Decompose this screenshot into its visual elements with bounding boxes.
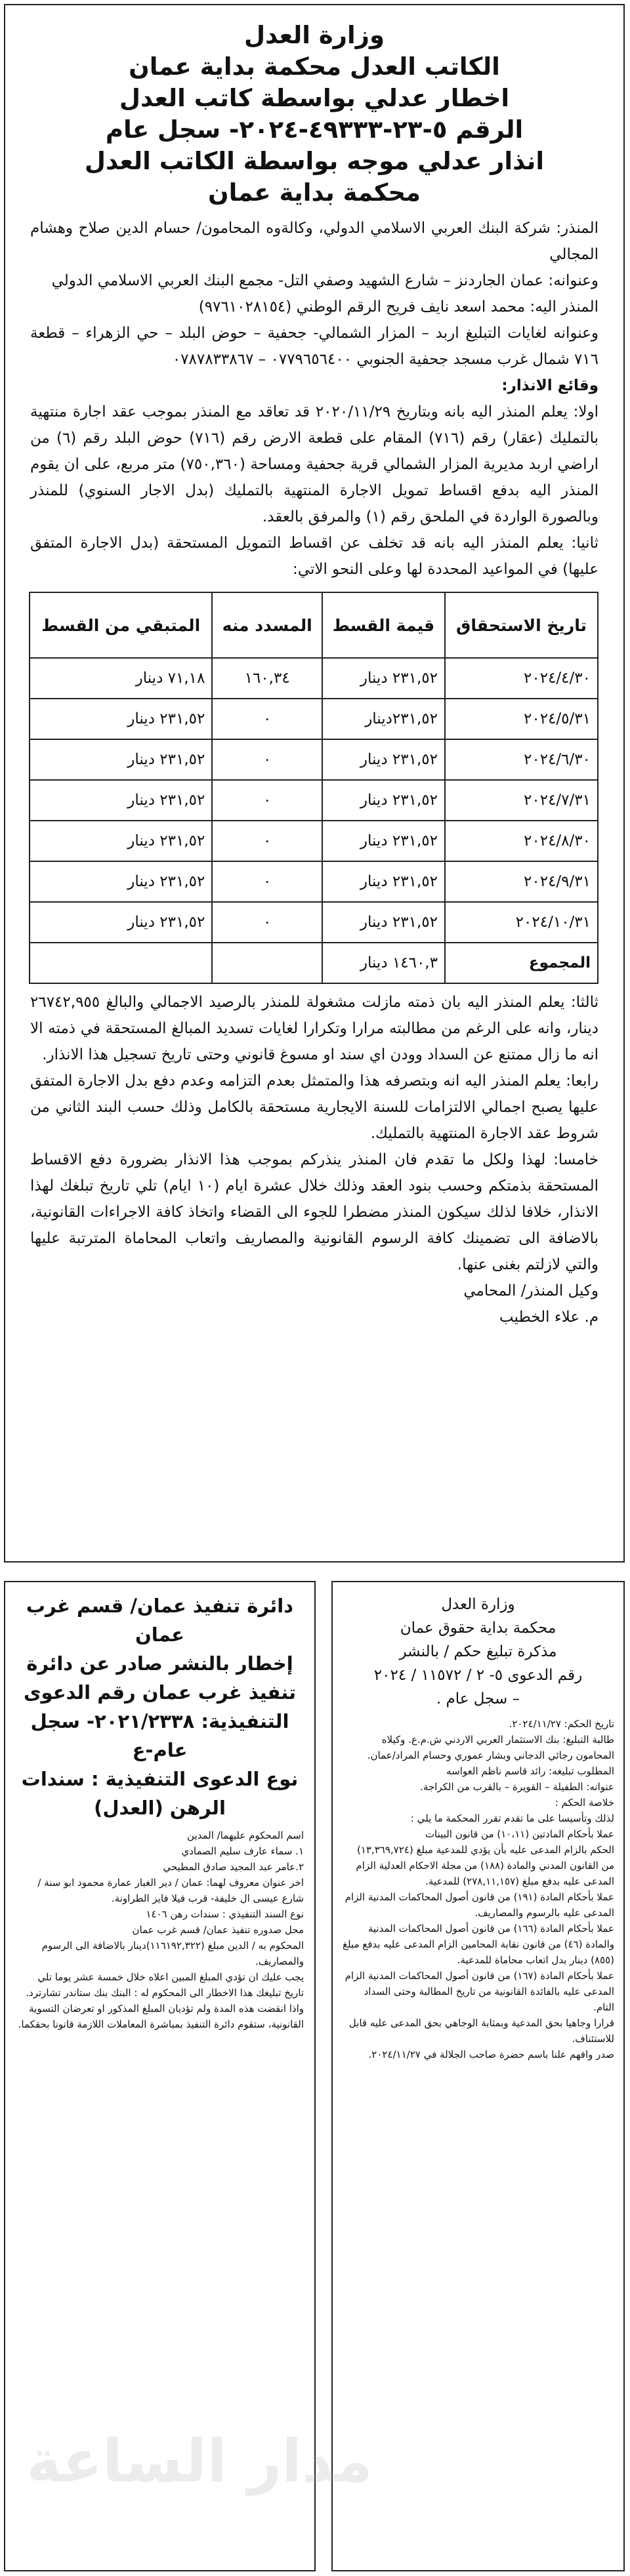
table-cell: ٢٣١,٥٢ دينار bbox=[30, 699, 212, 739]
body-line: تاريخ الحكم: ٢٠٢٤/١١/٢٧. bbox=[509, 1718, 614, 1730]
body-line: عملا بأحكام المادة (١٦٧) من قانون أصول المحاكمات المدنية الزام المدعى عليه بالفائدة القانونية من تاريخ المطالبة وحتى السداد التام. bbox=[345, 1970, 614, 2013]
notice1-third: ثالثا: يعلم المنذر اليه بان ذمته مازلت مشغولة للمنذر بالرصيد الاجمالي والبالغ ٢٦٧٤٢,٩٥٥ دينار، وانه على الرغم من مطالبته مرارا وتكرارا لغايات تسديد المبالغ المستحقة في ذمته الا انه ما زال ممتنع عن السداد وودن اي سند او مسوغ قانوني وحتى تاريخ تسجيل هذا الانذار. bbox=[30, 994, 598, 1063]
total-empty-1 bbox=[212, 943, 322, 983]
body-line: عنوانه: الطفيلة – القويرة – بالقرب من الكراجة. bbox=[420, 1781, 614, 1793]
notice1-title-3: اخطار عدلي بواسطة كاتب العدل bbox=[119, 84, 510, 112]
table-cell: ٢٣١,٥٢ دينار bbox=[322, 658, 445, 699]
body-line: خلاصة الحكم : bbox=[555, 1797, 614, 1809]
body-line: عملا بأحكام المادة (١٩١) من قانون أصول المحاكمات المدنية الزام المدعى عليه بالرسوم والمصاريف. bbox=[345, 1891, 614, 1919]
notice3-title-5: – سجل عام . bbox=[436, 1690, 520, 1707]
notice-judgment-service bbox=[331, 1581, 625, 2571]
body-line: لذلك وتأسيسا على ما تقدم تقرر المحكمة ما يلي : bbox=[410, 1812, 614, 1824]
table-cell: ٠ bbox=[212, 699, 322, 739]
table-cell: ٢٠٢٤/٨/٣٠ bbox=[445, 821, 598, 861]
table-cell: ٢٣١,٥٢دينار bbox=[322, 699, 445, 739]
table-cell: ٠ bbox=[212, 902, 322, 943]
table-row bbox=[30, 739, 598, 780]
body-line: يجب عليك ان تؤدي المبلغ المبين اعلاه خلال خمسة عشر يوما تلي تاريخ تبليغك هذا الاخطار الى المحكوم له : البنك بنك ستاندر تشارترد. bbox=[26, 1971, 304, 1999]
table-cell: ٢٠٢٤/٧/٣١ bbox=[445, 780, 598, 821]
table-row bbox=[30, 780, 598, 821]
table-cell: ٢٣١,٥٢ دينار bbox=[30, 821, 212, 861]
table-cell: ٢٠٢٤/٥/٣١ bbox=[445, 699, 598, 739]
body-line: اسم المحكوم عليهما/ المدين bbox=[187, 1830, 304, 1841]
table-cell: ٢٠٢٤/٩/٣١ bbox=[445, 861, 598, 902]
table-cell: ٢٣١,٥٢ دينار bbox=[30, 902, 212, 943]
body-line: قرارا وجاهيا بحق المدعية وبمثابة الوجاهي بحق المدعى عليه قابل للاستئناف. bbox=[348, 2017, 614, 2045]
notice1-signature-name: م. علاء الخطيب bbox=[499, 1309, 598, 1326]
body-line: صدر وافهم علنا باسم حضرة صاحب الجلالة في ٢٠٢٤/١١/٢٧. bbox=[368, 2049, 614, 2060]
table-row bbox=[30, 699, 598, 739]
body-line: المحكوم به / الدين مبلغ (١١٦١٩٢,٣٢٢)دينار بالاضافة الى الرسوم والمصاريف. bbox=[41, 1940, 304, 1967]
body-line: عملا بأحكام المادة (١٦٦) من قانون أصول المحاكمات المدنية والمادة (٤٦) من قانون نقابة المحامين الزام المدعى عليه بدفع مبلغ (٨٥٥) دينار بدل اتعاب محاماة للمدعية. bbox=[342, 1923, 614, 1966]
notice1-defendant: المنذر اليه: محمد اسعد نايف فريح الرقم الوطني (٩٧٦١٠٢٨١٥٤) bbox=[198, 298, 598, 316]
table-row bbox=[30, 902, 598, 943]
table-cell: ٢٣١,٥٢ دينار bbox=[322, 821, 445, 861]
notice-execution-warning bbox=[4, 4, 625, 1563]
total-empty-2 bbox=[30, 943, 212, 983]
body-line: ٢.عامر عبد المجيد صادق المطيحي bbox=[163, 1861, 304, 1873]
total-label: المجموع bbox=[445, 943, 598, 983]
body-line: نوع السند التنفيذي : سندات رهن ١٤٠٦ bbox=[146, 1908, 304, 1920]
table-row bbox=[30, 861, 598, 902]
body-line: اخر عنوان معروف لهما: عمان / دير الغبار عمارة محمود ابو سنة / شارع عيسى ال خليفة- قرب فيلا فايز الطراونة. bbox=[37, 1877, 304, 1904]
notice1-title-6: محكمة بداية عمان bbox=[208, 178, 421, 207]
body-line: محل صدوره تنفيذ عمان/ قسم غرب عمان bbox=[132, 1924, 304, 1936]
notice1-title-5: انذار عدلي موجه بواسطة الكاتب العدل bbox=[84, 147, 545, 175]
table-cell: ٢٣١,٥٢ دينار bbox=[322, 780, 445, 821]
body-line: الحكم بالزام المدعى عليه بأن يؤدي للمدعية مبلغ (١٣,٣٦٩,٧٢٤) من القانون المدني والمادة (١٨٨) من مجلة الاحكام العدلية الزام المدعى عليه بدفع مبلغ (٢٧٨,١١,١٥٧) للمدعية. bbox=[356, 1844, 614, 1887]
table-cell: ٠ bbox=[212, 821, 322, 861]
installments-table bbox=[29, 592, 598, 984]
notice1-signature-role: وكيل المنذر/ المحامي bbox=[463, 1282, 598, 1299]
col-installment-value: قيمة القسط bbox=[322, 592, 445, 658]
col-paid: المسدد منه bbox=[212, 592, 322, 658]
notice1-plaintiff: المنذر: شركة البنك العربي الاسلامي الدولي، وكالةوه المحامون/ حسام الدين صلاح وهشام المجالي bbox=[30, 220, 598, 263]
body-line: عملا بأحكام المادتين (١٠،١١) من قانون البينات bbox=[425, 1828, 614, 1840]
notice1-plaintiff-address: وعنوانه: عمان الجاردنز – شارع الشهيد وصفي التل- مجمع البنك العربي الاسلامي الدولي bbox=[51, 272, 598, 289]
body-line: واذا انقضت هذه المدة ولم تؤديان المبلغ المذكور او تعرضان التسوية القانونية، ستقوم دائرة التنفيذ بمباشرة المعاملات اللازمة قانونا بحقكما. bbox=[18, 2003, 304, 2030]
table-row bbox=[30, 821, 598, 861]
table-cell: ٢٣١,٥٢ دينار bbox=[322, 861, 445, 902]
watermark: مدار الساعة bbox=[26, 2427, 373, 2496]
col-due-date: تاريخ الاستحقاق bbox=[445, 592, 598, 658]
body-line: المطلوب تبليغه: رائد قاسم ناظم العواسه bbox=[446, 1765, 614, 1777]
table-cell: ٠ bbox=[212, 739, 322, 780]
table-cell: ٢٠٢٤/٦/٣٠ bbox=[445, 739, 598, 780]
notice2-title-4: نوع الدعوى التنفيذية : سندات الرهن (العدل) bbox=[21, 1768, 299, 1819]
notice3-body bbox=[342, 1716, 614, 2062]
body-line: طالبة التبليغ: بنك الاستثمار العربي الاردني ش.م.ع. وكيلاه المحامون رجائي الدجاني وبشار عموري وحسام المراد/عمان. bbox=[367, 1734, 614, 1761]
body-line: ١. سماء عارف سليم الصمادي bbox=[181, 1845, 304, 1857]
table-cell: ٢٣١,٥٢ دينار bbox=[322, 739, 445, 780]
notice3-title-4: رقم الدعوى ٥- ٢ / ١١٥٧٢ / ٢٠٢٤ bbox=[373, 1667, 583, 1684]
total-value: ١٤٦٠,٣ دينار bbox=[322, 943, 445, 983]
table-row bbox=[30, 658, 598, 699]
table-cell: ٠ bbox=[212, 861, 322, 902]
notice1-defendant-address: وعنوانه لغايات التبليغ اربد – المزار الشمالي- جحفية – حوض البلد – حي الزهراء – قطعة ٧١٦ شمال غرب مسجد جحفية الجنوبي ٠٧٧٩٦٥٦٤٠٠ – ٠٧٨٧٨٣٣٨٦٧ bbox=[30, 325, 598, 368]
notice1-facts-heading: وقائع الانذار: bbox=[501, 377, 598, 394]
notice2-title-1: دائرة تنفيذ عمان/ قسم غرب عمان bbox=[26, 1595, 294, 1646]
table-cell: ٢٠٢٤/٤/٣٠ bbox=[445, 658, 598, 699]
notice1-title-4: الرقم ٥-٢٣-٤٩٣٣٣-٢٠٢٤- سجل عام bbox=[105, 115, 524, 144]
notice1-fifth: خامسا: لهذا ولكل ما تقدم فان المنذر ينذركم بموجب هذا الانذار بضرورة دفع الاقساط المستحقة بذمتكم وحسب بنود العقد وذلك خلال عشرة ايام (١٠ ايام) تلي تاريخ تبلغك لهذا الانذار، خلافا لذلك سيكون المنذر مضطرا للجوء الى القضاء واتخاذ كافة الاجراءات القانونية، بالاضافة الى تضمينك كافة الرسوم القانونية والمصاريف واتعاب المحاماة المترتبة عليها والتي لازلتم بغنى عنها. bbox=[30, 1151, 598, 1273]
table-cell: ١٦٠,٣٤ bbox=[212, 658, 322, 699]
notice3-title-3: مذكرة تبليغ حكم / بالنشر bbox=[399, 1643, 557, 1660]
table-cell: ٢٣١,٥٢ دينار bbox=[30, 861, 212, 902]
notice3-title-2: محكمة بداية حقوق عمان bbox=[400, 1620, 556, 1637]
notice2-body bbox=[16, 1828, 304, 2032]
table-cell: ٢٠٢٤/١٠/٣١ bbox=[445, 902, 598, 943]
notice1-title-2: الكاتب العدل محكمة بداية عمان bbox=[129, 52, 500, 81]
table-cell: ٢٣١,٥٢ دينار bbox=[30, 739, 212, 780]
col-remaining: المتبقي من القسط bbox=[30, 592, 212, 658]
notice-west-amman-execution bbox=[4, 1581, 316, 2571]
notice2-title-3: التنفيذية: ٢٠٢١/٢٣٣٨- سجل عام-ع bbox=[30, 1710, 289, 1761]
notice1-fourth: رابعا: يعلم المنذر اليه انه وبتصرفه هذا والمتمثل بعدم التزامه وعدم دفع بدل الاجارة المتفق عليها يصبح اجمالي الالتزامات للسنة الايجارية مستحقة بالكامل وذلك حسب البند الثاني من شروط عقد الاجارة المنتهية بالتمليك. bbox=[30, 1073, 598, 1142]
notice1-second: ثانيا: يعلم المنذر اليه بانه قد تخلف عن اقساط التمويل المستحقة (بدل الاجارة المتفق عليها) في المواعيد المحددة لها وعلى النحو الاتي: bbox=[30, 535, 598, 578]
table-cell: ٢٣١,٥٢ دينار bbox=[322, 902, 445, 943]
notice1-first: اولا: يعلم المنذر اليه بانه وبتاريخ ٢٠٢٠/١١/٢٩ قد تعاقد مع المنذر بموجب عقد اجارة منتهية بالتمليك (عقار) رقم (٧١٦) المقام على قطعة الارض رقم (٧١٦) حوض البلد رقم (٦) من اراضي اربد مديرية المزار الشمالي قرية جحفية ومساحة (٧٥٠,٣٦٠) متر مربع، على ان يقوم المنذر اليه بدفع اقساط تمويل الاجارة المنتهية بالتمليك (بدل الاجار السنوي) للمنذر وبالصورة الواردة في الملحق رقم (١) والمرفق بالعقد. bbox=[30, 403, 598, 525]
notice3-title-1: وزارة العدل bbox=[441, 1596, 515, 1613]
table-cell: ٠ bbox=[212, 780, 322, 821]
notice2-title-2: إخطار بالنشر صادر عن دائرة تنفيذ غرب عمان رقم الدعوى bbox=[23, 1652, 297, 1704]
notice1-title-1: وزارة العدل bbox=[244, 21, 385, 49]
table-cell: ٧١,١٨ دينار bbox=[30, 658, 212, 699]
table-cell: ٢٣١,٥٢ دينار bbox=[30, 780, 212, 821]
